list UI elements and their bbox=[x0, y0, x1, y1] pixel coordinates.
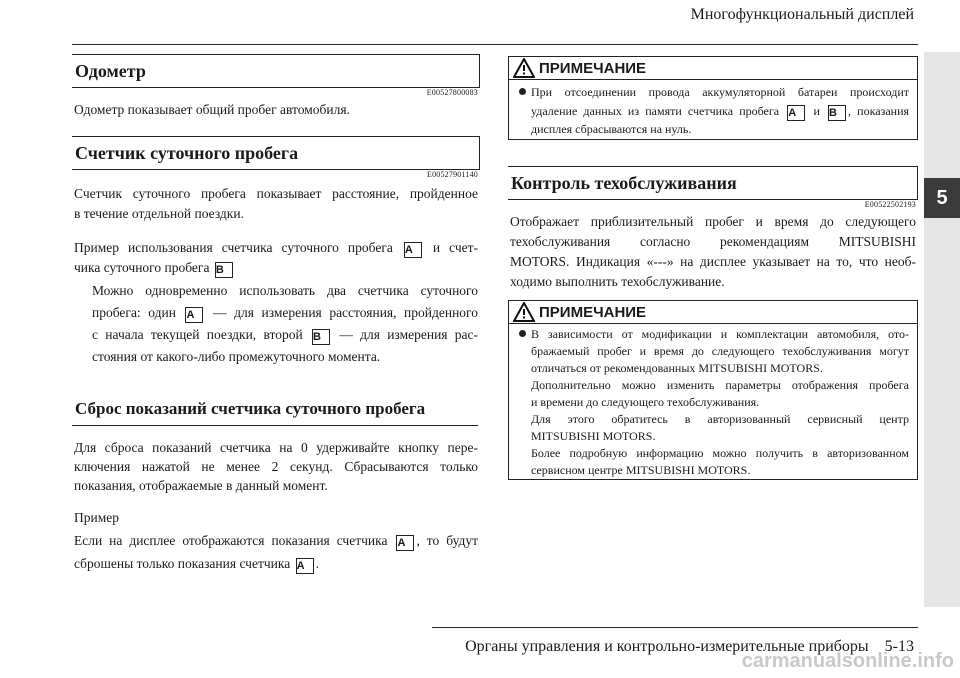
reset-para-1: Для сброса показаний счетчика на 0 удерживайте кнопку пере- ключения нажатой не менее 2 секунд. Сбрасываются только показания, отображаемые в данный момент. bbox=[74, 440, 478, 493]
trip-para-3: Можно одновременно использовать два счетчика суточного пробега: один A — для измерения расстояния, пройденного с начала текущей поездки, второй B — для измерения рас- стояния от какого-либо промежуточного момента. bbox=[92, 283, 479, 364]
reset-para-2: Пример Если на дисплее отображаются показания счетчика A , то будут сброшены только показания счетчика A . bbox=[74, 510, 478, 572]
note-header: ПРИМЕЧАНИЕ bbox=[509, 57, 917, 80]
chapter-number[interactable]: 5 bbox=[924, 178, 960, 218]
key-a-icon: A bbox=[185, 307, 203, 323]
note-header: ПРИМЕЧАНИЕ bbox=[509, 301, 917, 324]
key-a-icon: A bbox=[296, 558, 314, 574]
key-a-icon: A bbox=[404, 242, 422, 258]
service-text: Отображает приблизительный пробег и время до следующего техобслуживания согласно рекомендациям MITSUBISHI MOTORS. Индикация «---» на дисплее указывает на то, что необ- ходимо выполнить техобслуживание. bbox=[510, 214, 916, 289]
note-service-body: В зависимости от модификации и комплектации автомобиля, ото- бражаемый пробег и время до следующего техобслуживания могут отличаться от рекомендованных MITSUBISHI MOTORS. Дополнительно можно изменить параметры отображения пробега и времени до следующего техобслуживания. Для этого обратитесь в авторизованный сервисный центр MITSUBISHI MOTORS. Более подробную информацию можно получить в авторизованном сервисном центре MITSUBISHI MOTORS. bbox=[509, 324, 917, 483]
key-a-icon: A bbox=[787, 105, 805, 121]
key-a-icon: A bbox=[396, 535, 414, 551]
reset-heading: Сброс показаний счетчика суточного пробега bbox=[72, 392, 478, 426]
note-battery-body: При отсоединении провода аккумуляторной батареи происходит удаление данных из памяти счетчика пробега A и B , показания дисплея сбрасываются на нуль. bbox=[509, 80, 917, 142]
key-b-icon: B bbox=[828, 105, 846, 121]
odometer-text: Одометр показывает общий пробег автомобиля. bbox=[74, 102, 350, 117]
header-rule bbox=[72, 44, 918, 45]
odometer-heading: Одометр bbox=[72, 54, 480, 88]
bullet-icon bbox=[519, 330, 526, 337]
note-warning-icon bbox=[513, 302, 535, 322]
chapter-tab bbox=[924, 52, 960, 607]
note-battery bbox=[508, 56, 918, 140]
footer-rule bbox=[432, 627, 918, 628]
note-warning-icon bbox=[513, 58, 535, 78]
trip-heading: Счетчик суточного пробега bbox=[72, 136, 480, 170]
key-b-icon: B bbox=[312, 329, 330, 345]
note-service bbox=[508, 300, 918, 480]
watermark: carmanualsonline.info bbox=[741, 650, 954, 672]
trip-code: E00527901140 bbox=[427, 170, 478, 179]
service-heading: Контроль техобслуживания bbox=[508, 166, 918, 200]
trip-para-2: Пример использования счетчика суточного пробега A и счет- чика суточного пробега B bbox=[74, 240, 478, 276]
page-number: 5-13 bbox=[884, 638, 914, 655]
service-code: E00522502193 bbox=[864, 200, 916, 209]
bullet-icon bbox=[519, 88, 526, 95]
page-footer: Органы управления и контрольно-измерительные приборы 5-13 bbox=[465, 638, 914, 655]
trip-para-1: Счетчик суточного пробега показывает расстояние, пройденное в течение отдельной поездки. bbox=[74, 186, 478, 221]
page-header-title: Многофункциональный дисплей bbox=[690, 6, 914, 23]
odometer-code: E00527800083 bbox=[426, 88, 478, 97]
key-b-icon: B bbox=[215, 262, 233, 278]
